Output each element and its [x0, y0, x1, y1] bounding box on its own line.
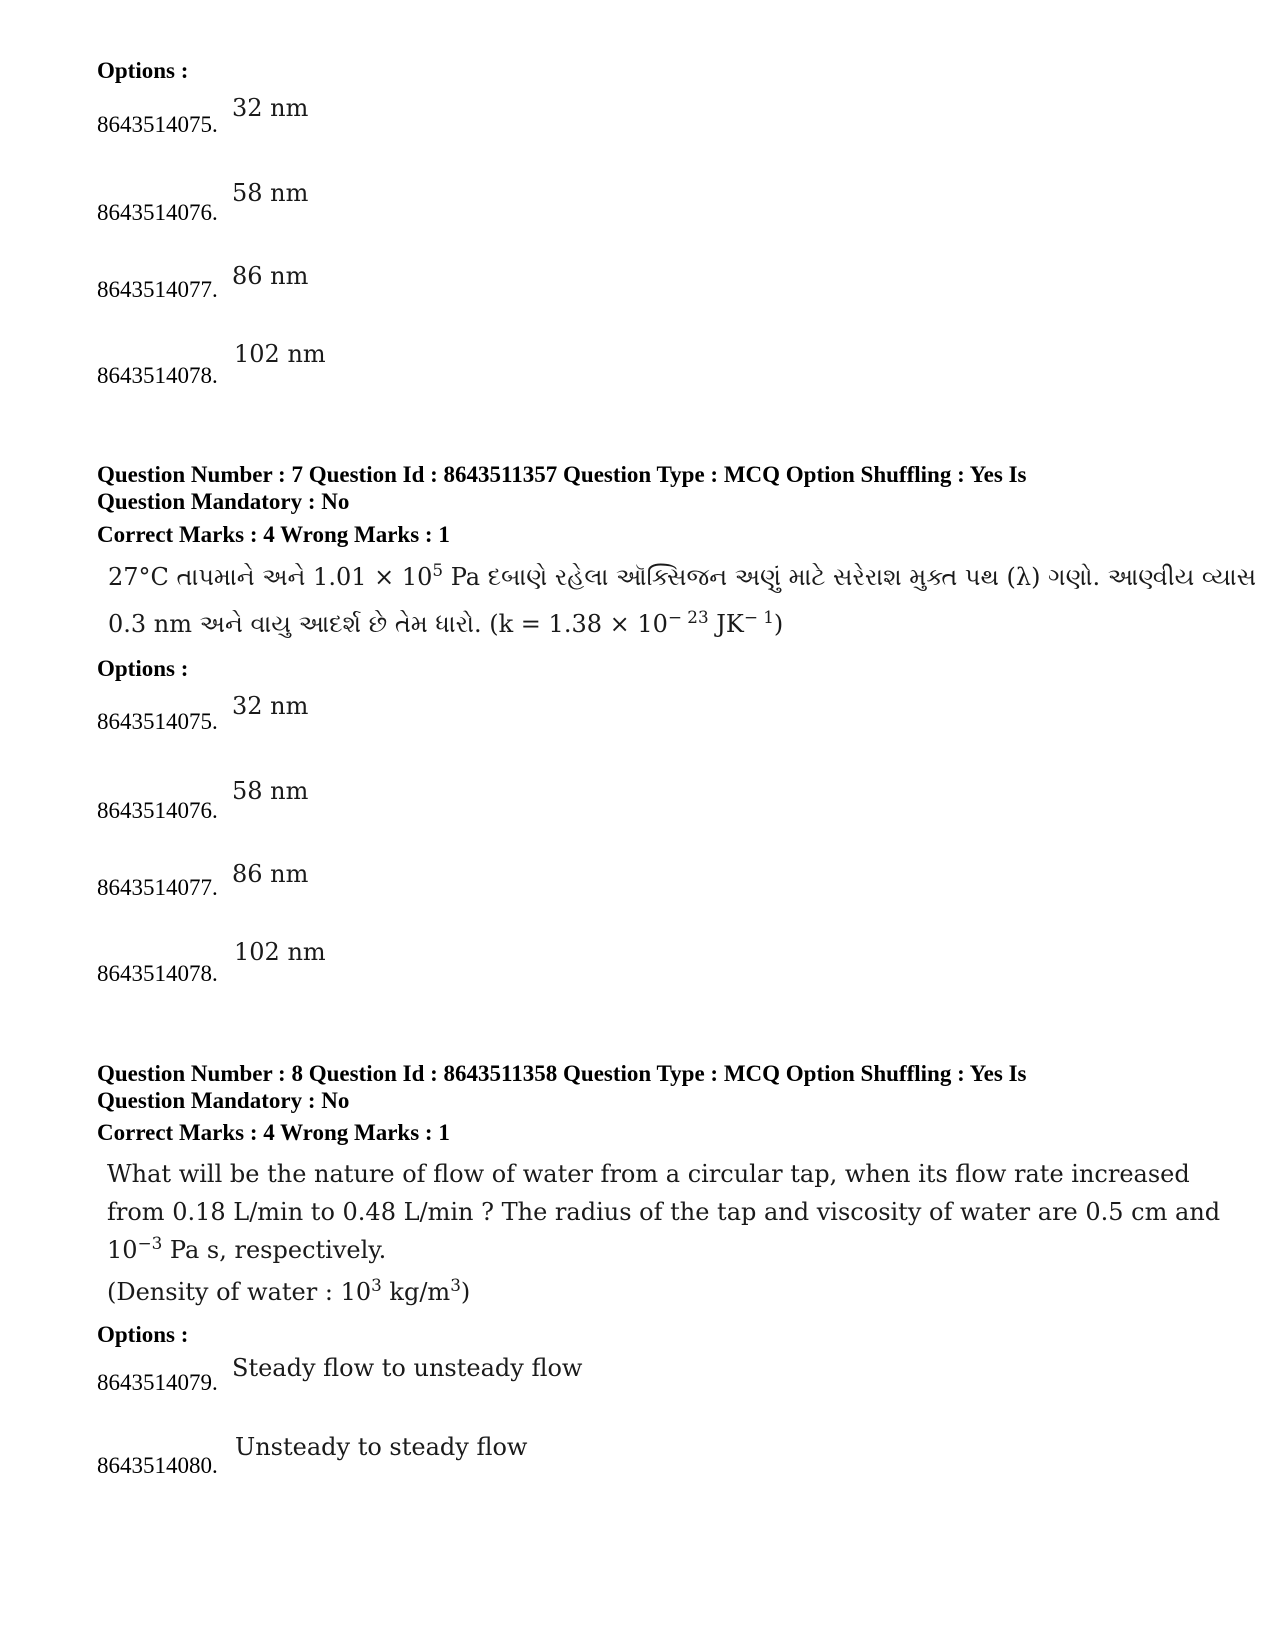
question-text-segment: Pa દબાણે રહેલા ઑક્સિજન અણું માટે સરેરાશ મુક્ત પથ (λ) ગણો. આણ્વીય વ્યાસ [443, 563, 1257, 591]
question-text-segment: 0.3 nm અને વાયુ આદર્શ છે તેમ ધારો. (k = 1.38 × 10 [108, 610, 668, 638]
option-id: 8643514075. [97, 112, 218, 137]
exponent: −3 [137, 1232, 163, 1253]
option-text: 32 nm [232, 692, 309, 720]
option-text: 102 nm [234, 938, 326, 966]
option-text: 86 nm [232, 860, 309, 888]
option-text: 102 nm [234, 340, 326, 368]
option-id: 8643514076. [97, 798, 218, 823]
options-label: Options : [97, 656, 189, 681]
question-mandatory: Question Mandatory : No [97, 489, 350, 514]
option-text: 86 nm [232, 262, 309, 290]
question-text-segment: ) [773, 610, 784, 638]
options-label: Options : [97, 58, 189, 83]
question-header: Question Number : 7 Question Id : 8643511357 Question Type : MCQ Option Shuffling : Yes Is [97, 462, 1027, 487]
question-mandatory: Question Mandatory : No [97, 1088, 350, 1113]
question-text-segment: 10 [107, 1236, 138, 1264]
option-id: 8643514080. [97, 1453, 218, 1478]
option-id: 8643514078. [97, 961, 218, 986]
option-text: 58 nm [232, 777, 309, 805]
question-text-line: What will be the nature of flow of water from a circular tap, when its flow rate increased [107, 1160, 1190, 1188]
option-id: 8643514075. [97, 709, 218, 734]
exponent: 3 [371, 1274, 382, 1295]
exponent: 3 [450, 1274, 461, 1295]
option-text: Steady flow to unsteady flow [232, 1354, 583, 1382]
option-text: 32 nm [232, 94, 309, 122]
question-text-segment: Pa s, respectively. [162, 1236, 387, 1264]
question-text-segment: kg/m [381, 1278, 451, 1306]
exponent: − 23 [667, 606, 709, 627]
question-marks: Correct Marks : 4 Wrong Marks : 1 [97, 522, 450, 547]
question-text-line [107, 1232, 387, 1265]
question-text-line [107, 1274, 471, 1307]
question-header: Question Number : 8 Question Id : 8643511358 Question Type : MCQ Option Shuffling : Yes Is [97, 1061, 1027, 1086]
exponent: 5 [432, 559, 444, 580]
option-id: 8643514076. [97, 200, 218, 225]
question-text-line [108, 559, 1257, 592]
option-id: 8643514077. [97, 875, 218, 900]
question-text-line [108, 606, 784, 639]
question-text-segment: ) [460, 1278, 471, 1306]
exponent: − 1 [743, 606, 774, 627]
question-marks: Correct Marks : 4 Wrong Marks : 1 [97, 1120, 450, 1145]
question-text-segment: 27°C તાપમાને અને 1.01 × 10 [108, 563, 433, 591]
option-id: 8643514078. [97, 363, 218, 388]
option-text: 58 nm [232, 179, 309, 207]
question-text-line: from 0.18 L/min to 0.48 L/min ? The radius of the tap and viscosity of water are 0.5 cm and [107, 1198, 1221, 1226]
question-text-segment: JK [708, 610, 744, 638]
options-label: Options : [97, 1322, 189, 1347]
option-text: Unsteady to steady flow [235, 1433, 528, 1461]
option-id: 8643514079. [97, 1370, 218, 1395]
option-id: 8643514077. [97, 277, 218, 302]
question-text-segment: (Density of water : 10 [107, 1278, 372, 1306]
